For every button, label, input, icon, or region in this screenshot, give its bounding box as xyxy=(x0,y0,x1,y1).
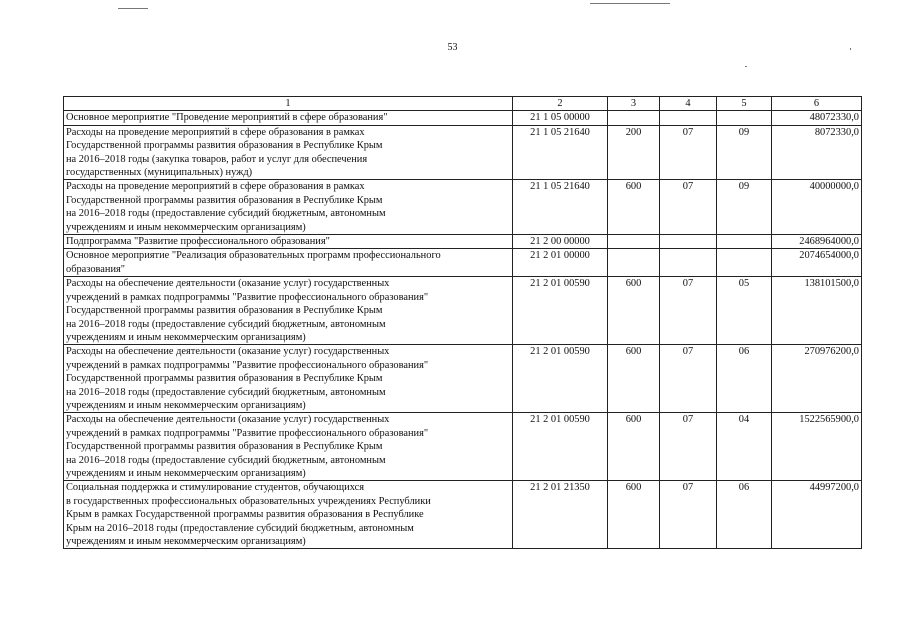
row-subsection-cell xyxy=(717,235,772,249)
row-name-cell: Основное мероприятие "Реализация образовательных программ профессионального образования" xyxy=(64,249,513,277)
row-expense-type-cell: 200 xyxy=(608,125,660,180)
row-expense-type-cell: 600 xyxy=(608,277,660,345)
row-code-cell: 21 1 05 21640 xyxy=(513,125,608,180)
row-section-cell xyxy=(660,111,717,125)
row-expense-type-cell: 600 xyxy=(608,345,660,413)
row-name-cell: Расходы на обеспечение деятельности (оказание услуг) государственных учреждений в рамках подпрограммы "Развитие профессионального образования" Государственной программы развития образования в Республике Крым на 2016–2018 годы (предоставление субсидий бюджетным, автономным учреждениям и иным некоммерческим организациям) xyxy=(64,277,513,345)
row-amount-cell: 2074654000,0 xyxy=(772,249,862,277)
row-section-cell: 07 xyxy=(660,180,717,235)
row-name-cell: Подпрограмма "Развитие профессионального образования" xyxy=(64,235,513,249)
row-code-cell: 21 2 01 21350 xyxy=(513,481,608,549)
row-subsection-cell: 05 xyxy=(717,277,772,345)
row-subsection-cell: 06 xyxy=(717,481,772,549)
table-row xyxy=(64,277,862,345)
table-row xyxy=(64,125,862,180)
row-code-cell: 21 2 01 00590 xyxy=(513,413,608,481)
row-expense-type-cell xyxy=(608,249,660,277)
header-col-1: 1 xyxy=(64,97,513,111)
table-row xyxy=(64,180,862,235)
header-col-2: 2 xyxy=(513,97,608,111)
row-amount-cell: 48072330,0 xyxy=(772,111,862,125)
row-code-cell: 21 1 05 21640 xyxy=(513,180,608,235)
row-subsection-cell: 06 xyxy=(717,345,772,413)
top-right-scan-mark xyxy=(590,3,670,4)
row-code-cell: 21 1 05 00000 xyxy=(513,111,608,125)
row-section-cell: 07 xyxy=(660,345,717,413)
table-header-row xyxy=(64,97,862,111)
row-amount-cell: 44997200,0 xyxy=(772,481,862,549)
row-name-cell: Основное мероприятие "Проведение мероприятий в сфере образования" xyxy=(64,111,513,125)
row-code-cell: 21 2 01 00000 xyxy=(513,249,608,277)
top-left-scan-mark xyxy=(118,8,148,9)
header-col-3: 3 xyxy=(608,97,660,111)
header-col-4: 4 xyxy=(660,97,717,111)
row-code-cell: 21 2 00 00000 xyxy=(513,235,608,249)
row-expense-type-cell: 600 xyxy=(608,413,660,481)
row-subsection-cell: 09 xyxy=(717,125,772,180)
page-number: 53 xyxy=(447,42,458,53)
row-expense-type-cell xyxy=(608,111,660,125)
row-expense-type-cell xyxy=(608,235,660,249)
row-section-cell: 07 xyxy=(660,125,717,180)
row-name-cell: Расходы на проведение мероприятий в сфере образования в рамках Государственной программы развития образования в Республике Крым на 2016–2018 годы (закупка товаров, работ и услуг для обеспечения государственных (муниципальных) нужд) xyxy=(64,125,513,180)
row-section-cell: 07 xyxy=(660,413,717,481)
scan-dot xyxy=(745,66,747,67)
row-subsection-cell xyxy=(717,249,772,277)
row-expense-type-cell: 600 xyxy=(608,481,660,549)
budget-table xyxy=(63,96,862,549)
row-section-cell: 07 xyxy=(660,481,717,549)
table-row xyxy=(64,249,862,277)
row-code-cell: 21 2 01 00590 xyxy=(513,277,608,345)
header-col-5: 5 xyxy=(717,97,772,111)
row-section-cell: 07 xyxy=(660,277,717,345)
row-section-cell xyxy=(660,235,717,249)
row-name-cell: Социальная поддержка и стимулирование студентов, обучающихся в государственных профессиональных образовательных учреждениях Республики Крым в рамках Государственной программы развития образования в Республике Крым на 2016–2018 годы (предоставление субсидий бюджетным, автономным учреждениям и иным некоммерческим организациям) xyxy=(64,481,513,549)
table-row xyxy=(64,345,862,413)
header-col-6: 6 xyxy=(772,97,862,111)
row-amount-cell: 40000000,0 xyxy=(772,180,862,235)
table-row xyxy=(64,235,862,249)
row-amount-cell: 1522565900,0 xyxy=(772,413,862,481)
row-subsection-cell: 09 xyxy=(717,180,772,235)
row-name-cell: Расходы на обеспечение деятельности (оказание услуг) государственных учреждений в рамках подпрограммы "Развитие профессионального образования" Государственной программы развития образования в Республике Крым на 2016–2018 годы (предоставление субсидий бюджетным, автономным учреждениям и иным некоммерческим организациям) xyxy=(64,413,513,481)
row-amount-cell: 270976200,0 xyxy=(772,345,862,413)
row-subsection-cell xyxy=(717,111,772,125)
row-subsection-cell: 04 xyxy=(717,413,772,481)
row-expense-type-cell: 600 xyxy=(608,180,660,235)
row-code-cell: 21 2 01 00590 xyxy=(513,345,608,413)
table-row xyxy=(64,413,862,481)
row-amount-cell: 138101500,0 xyxy=(772,277,862,345)
row-amount-cell: 8072330,0 xyxy=(772,125,862,180)
row-name-cell: Расходы на обеспечение деятельности (оказание услуг) государственных учреждений в рамках подпрограммы "Развитие профессионального образования" Государственной программы развития образования в Республике Крым на 2016–2018 годы (предоставление субсидий бюджетным, автономным учреждениям и иным некоммерческим организациям) xyxy=(64,345,513,413)
row-section-cell xyxy=(660,249,717,277)
row-amount-cell: 2468964000,0 xyxy=(772,235,862,249)
budget-table-body xyxy=(64,97,862,549)
table-row xyxy=(64,111,862,125)
row-name-cell: Расходы на проведение мероприятий в сфере образования в рамках Государственной программы развития образования в Республике Крым на 2016–2018 годы (предоставление субсидий бюджетным, автономным учреждениям и иным некоммерческим организациям) xyxy=(64,180,513,235)
table-row xyxy=(64,481,862,549)
